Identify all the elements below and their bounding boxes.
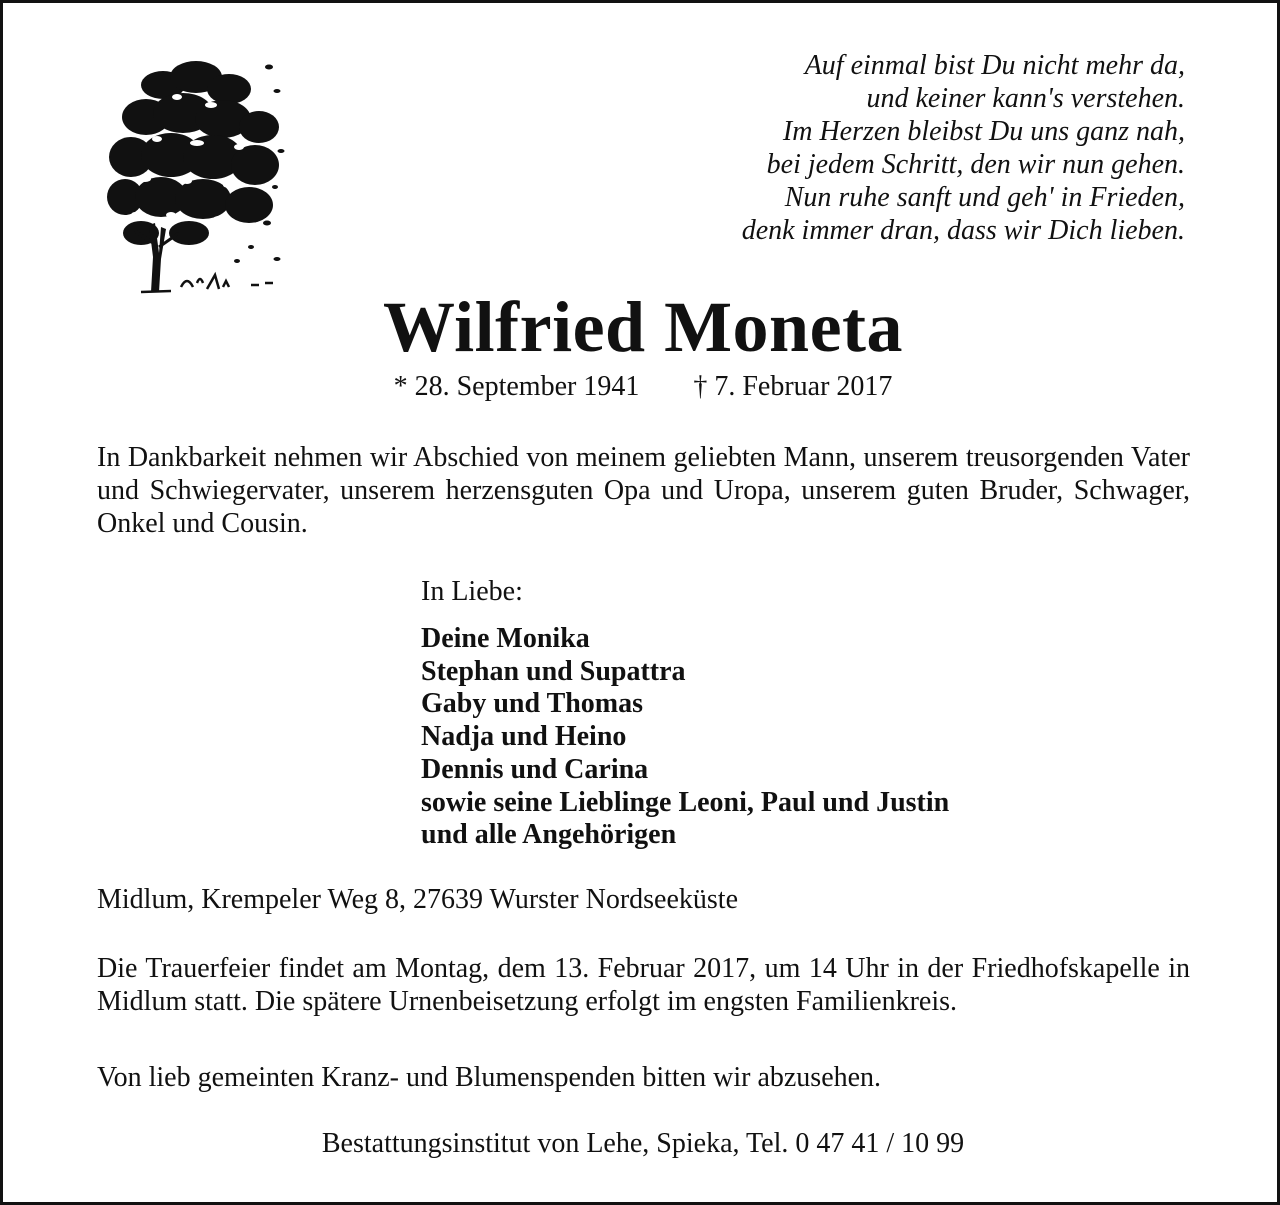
poem-line: Auf einmal bist Du nicht mehr da,	[804, 50, 1185, 81]
mourner-name: und alle Angehörigen	[421, 819, 677, 851]
mourner-name: Dennis und Carina	[421, 753, 649, 785]
poem-line: Im Herzen bleibst Du uns ganz nah,	[782, 116, 1185, 147]
poem-line: bei jedem Schritt, den wir nun gehen.	[766, 149, 1185, 180]
poem-line: und keiner kann's verstehen.	[866, 83, 1185, 114]
funeral-paragraph: Die Trauerfeier findet am Montag, dem 13. Februar 2017, um 14 Uhr in der Friedhofskapelle in Midlum statt. Die spätere Urnenbeisetzung erfolgt im engsten Familienkreis.	[97, 953, 1190, 1017]
poem-line: Nun ruhe sanft und geh' in Frieden,	[784, 182, 1185, 213]
deceased-name: Wilfried Moneta	[382, 287, 904, 367]
mourner-name: Gaby und Thomas	[421, 688, 644, 720]
tree-icon	[101, 47, 291, 297]
birth-date: * 28. September 1941	[393, 371, 640, 402]
mourner-name: Nadja und Heino	[421, 721, 627, 753]
death-date: † 7. Februar 2017	[693, 371, 893, 402]
mourner-name: sowie seine Lieblinge Leoni, Paul und Justin	[421, 786, 950, 818]
mourner-name: Stephan und Supattra	[421, 655, 686, 687]
undertaker-contact: Bestattungsinstitut von Lehe, Spieka, Tel. 0 47 41 / 10 99	[321, 1128, 965, 1159]
mourners-intro: In Liebe:	[421, 576, 523, 607]
flowers-note: Von lieb gemeinten Kranz- und Blumenspenden bitten wir abzusehen.	[97, 1062, 882, 1093]
mourners-list	[421, 575, 949, 852]
life-dates	[3, 369, 1280, 405]
mourner-name: Deine Monika	[421, 623, 590, 654]
address: Midlum, Krempeler Weg 8, 27639 Wurster Nordseeküste	[97, 884, 739, 915]
poem-line: denk immer dran, dass wir Dich lieben.	[741, 215, 1185, 246]
farewell-paragraph: In Dankbarkeit nehmen wir Abschied von meinem geliebten Mann, unserem treusorgenden Vater und Schwiegervater, unserem herzensguten Opa und Uropa, unserem guten Bruder, Schwager, Onkel und Cousin.	[97, 442, 1190, 539]
poem	[485, 49, 1185, 247]
